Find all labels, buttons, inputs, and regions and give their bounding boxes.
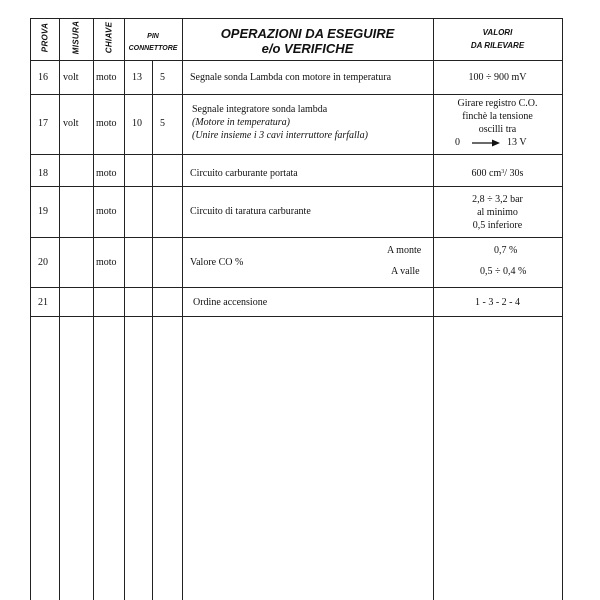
row16-misura: volt	[63, 72, 79, 83]
row21-prova: 21	[38, 297, 48, 308]
header-connettore: CONNETTORE	[128, 45, 178, 52]
row19-value-line2: al minimo	[477, 207, 518, 218]
header-pin: PIN	[147, 33, 159, 40]
row17-misura: volt	[63, 118, 79, 129]
row18-operation: Circuito carburante portata	[190, 168, 298, 179]
grid-line	[152, 60, 153, 600]
row19-prova: 19	[38, 206, 48, 217]
row18-value-sup: 3	[501, 169, 505, 175]
row17-pin-a: 10	[132, 118, 142, 129]
row16-chiave: moto	[96, 72, 117, 83]
row16-prova: 16	[38, 72, 48, 83]
grid-line	[182, 18, 183, 600]
header-da-rilevare: DA RILEVARE	[470, 41, 525, 50]
row20-chiave: moto	[96, 257, 117, 268]
row17-value-to: 13 V	[507, 137, 527, 148]
row20-value-valle: 0,5 ÷ 0,4 %	[480, 266, 527, 277]
header-misura: MISURA	[71, 20, 81, 55]
grid-line	[30, 287, 562, 288]
header-title-line2: e/o VERIFICHE	[261, 41, 354, 56]
row16-pin-a: 13	[132, 72, 142, 83]
row20-operation: Valore CO %	[190, 257, 244, 268]
row17-operation-line1: Segnale integratore sonda lambda	[192, 104, 328, 115]
header-chiave: CHIAVE	[104, 21, 114, 54]
grid-line	[30, 154, 562, 155]
grid-line	[124, 18, 125, 600]
row19-value-line1: 2,8 ÷ 3,2 bar	[472, 194, 523, 205]
grid-line	[30, 186, 562, 187]
row17-value-line1: Girare registro C.O.	[457, 98, 538, 109]
row20-value-monte: 0,7 %	[494, 245, 518, 256]
row18-prova: 18	[38, 168, 48, 179]
row18-value-main: 600 cm	[471, 168, 502, 179]
row20-label-monte: A monte	[387, 245, 422, 256]
row16-value: 100 ÷ 900 mV	[468, 72, 527, 83]
row17-operation-line3: (Unire insieme i 3 cavi interruttore farfalla)	[192, 130, 368, 141]
row16-operation: Segnale sonda Lambda con motore in temperatura	[190, 72, 392, 83]
grid-line	[59, 18, 60, 600]
row19-operation: Circuito di taratura carburante	[190, 206, 311, 217]
row20-prova: 20	[38, 257, 48, 268]
row17-prova: 17	[38, 118, 48, 129]
row18-value	[433, 168, 562, 180]
row21-value: 1 - 3 - 2 - 4	[475, 297, 520, 308]
row17-pin-b: 5	[160, 118, 165, 129]
row17-value-from: 0	[455, 137, 460, 148]
row17-value-line3: oscilli tra	[478, 124, 517, 135]
row17-operation-line2: (Motore in temperatura)	[192, 117, 290, 128]
row16-pin-b: 5	[160, 72, 165, 83]
grid-line	[30, 316, 562, 317]
header-valori: VALORI	[482, 28, 513, 37]
grid-line	[30, 237, 562, 238]
row18-value-tail: / 30s	[504, 168, 524, 179]
grid-line	[562, 18, 563, 600]
row19-value-line3: 0,5 inferiore	[472, 220, 523, 231]
header-title-line1: OPERAZIONI DA ESEGUIRE	[220, 26, 395, 41]
row18-chiave: moto	[96, 168, 117, 179]
grid-line	[93, 18, 94, 600]
grid-line	[30, 94, 562, 95]
grid-line	[30, 18, 31, 600]
arrow-right-icon	[472, 139, 500, 147]
row20-label-valle: A valle	[391, 266, 420, 277]
row21-operation: Ordine accensione	[193, 297, 268, 308]
row17-chiave: moto	[96, 118, 117, 129]
row17-value-line2: finchè la tensione	[462, 111, 533, 122]
row19-chiave: moto	[96, 206, 117, 217]
header-prova: PROVA	[40, 22, 50, 53]
